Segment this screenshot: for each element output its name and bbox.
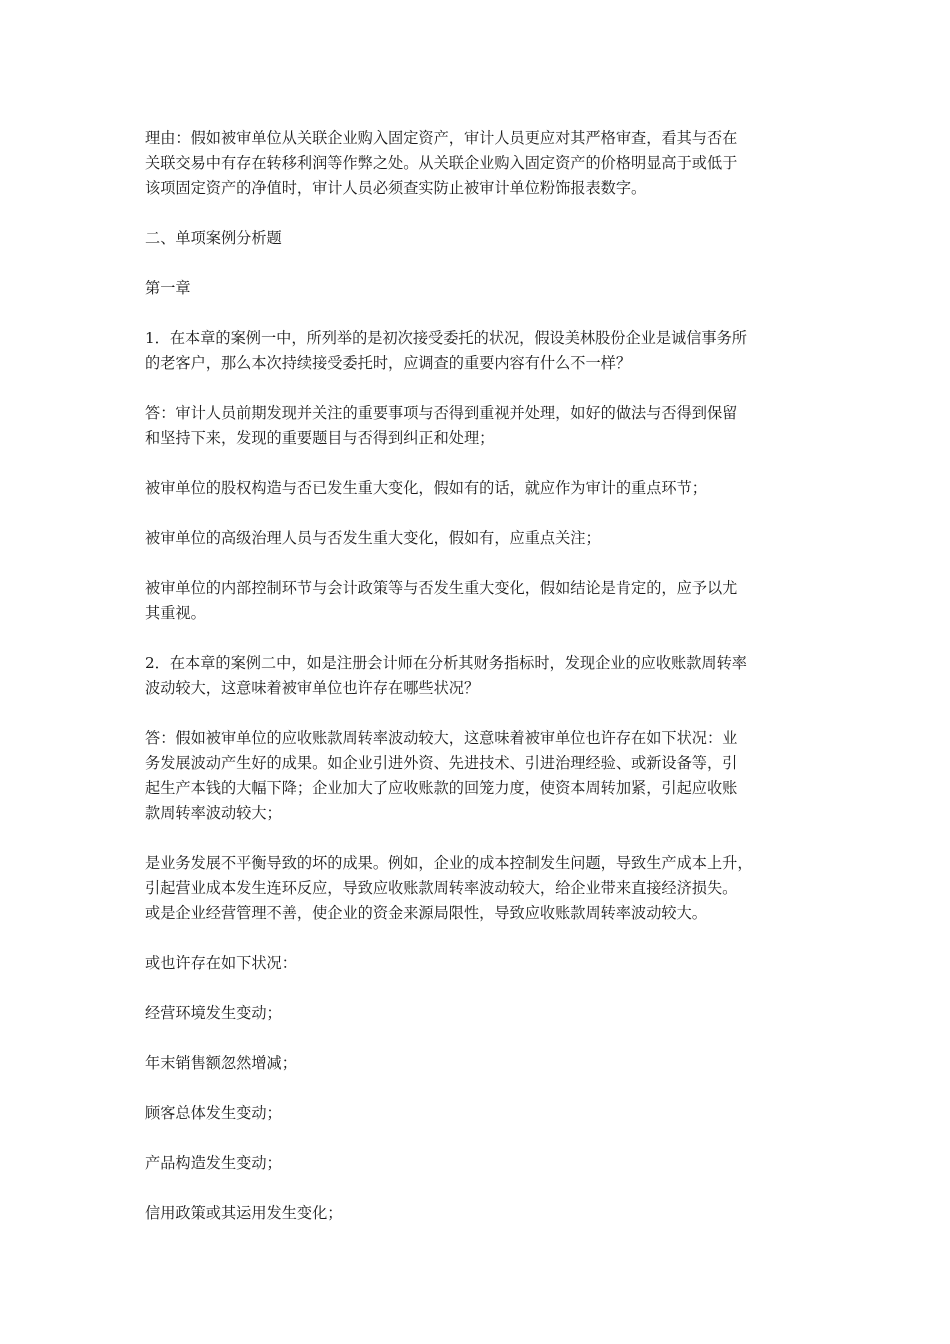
section-heading	[145, 226, 810, 251]
text-line: 该项固定资产的净值时，审计人员必须查实防止被审计单位粉饰报表数字。	[145, 179, 647, 197]
answer-1-point-3	[145, 526, 810, 551]
text-line: 答：审计人员前期发现并关注的重要事项与否得到重视并处理，如好的做法与否得到保留	[145, 404, 738, 422]
text-line: 务发展波动产生好的成果。如企业引进外资、先进技术、引进治理经验、或新设备等，引	[145, 754, 738, 772]
text-line: 2．在本章的案例二中，如是注册会计师在分析其财务指标时，发现企业的应收账款周转率	[145, 654, 747, 672]
text-line: 理由：假如被审单位从关联企业购入固定资产，审计人员更应对其严格审查，看其与否在	[145, 129, 738, 147]
text-line: 1．在本章的案例一中，所列举的是初次接受委托的状况，假设美林股份企业是诚信事务所	[145, 329, 747, 347]
question-1-paragraph	[145, 326, 810, 376]
answer-2-paragraph	[145, 726, 810, 826]
chapter-heading	[145, 276, 810, 301]
other-situations-intro	[145, 951, 810, 976]
document-page	[145, 126, 810, 1251]
situation-item	[145, 1101, 810, 1126]
text-line: 或是企业经营管理不善，使企业的资金来源局限性，导致应收账款周转率波动较大。	[145, 904, 707, 922]
text-line: 第一章	[145, 279, 191, 297]
text-line: 被审单位的内部控制环节与会计政策等与否发生重大变化，假如结论是肯定的，应予以尤	[145, 579, 738, 597]
text-line: 引起营业成本发生连环反应，导致应收账款周转率波动较大，给企业带来直接经济损失。	[145, 879, 738, 897]
text-line: 年末销售额忽然增减；	[145, 1054, 297, 1072]
text-line: 答：假如被审单位的应收账款周转率波动较大，这意味着被审单位也许存在如下状况：业	[145, 729, 738, 747]
text-line: 经营环境发生变动；	[145, 1004, 282, 1022]
answer-1-point-4	[145, 576, 810, 626]
text-line: 是业务发展不平衡导致的坏的成果。例如，企业的成本控制发生问题，导致生产成本上升，	[145, 854, 753, 872]
situation-item	[145, 1001, 810, 1026]
text-line: 或也许存在如下状况：	[145, 954, 297, 972]
text-line: 信用政策或其运用发生变化；	[145, 1204, 343, 1222]
text-line: 波动较大，这意味着被审单位也许存在哪些状况？	[145, 679, 480, 697]
text-line: 被审单位的股权构造与否已发生重大变化，假如有的话，就应作为审计的重点环节；	[145, 479, 707, 497]
text-line: 被审单位的高级治理人员与否发生重大变化，假如有，应重点关注；	[145, 529, 601, 547]
text-line: 的老客户，那么本次持续接受委托时，应调查的重要内容有什么不一样？	[145, 354, 631, 372]
answer-1-paragraph	[145, 401, 810, 451]
text-line: 产品构造发生变动；	[145, 1154, 282, 1172]
text-line: 款周转率波动较大；	[145, 804, 282, 822]
question-2-paragraph	[145, 651, 810, 701]
situation-item	[145, 1051, 810, 1076]
text-line: 二、单项案例分析题	[145, 229, 282, 247]
text-line: 和坚持下来，发现的重要题目与否得到纠正和处理；	[145, 429, 495, 447]
answer-1-point-2	[145, 476, 810, 501]
answer-2-continued-paragraph	[145, 851, 810, 926]
situation-item	[145, 1201, 810, 1226]
situation-item	[145, 1151, 810, 1176]
text-line: 其重视。	[145, 604, 206, 622]
text-line: 起生产本钱的大幅下降；企业加大了应收账款的回笼力度，使资本周转加紧，引起应收账	[145, 779, 738, 797]
text-line: 关联交易中有存在转移利润等作弊之处。从关联企业购入固定资产的价格明显高于或低于	[145, 154, 738, 172]
reason-paragraph	[145, 126, 810, 201]
text-line: 顾客总体发生变动；	[145, 1104, 282, 1122]
